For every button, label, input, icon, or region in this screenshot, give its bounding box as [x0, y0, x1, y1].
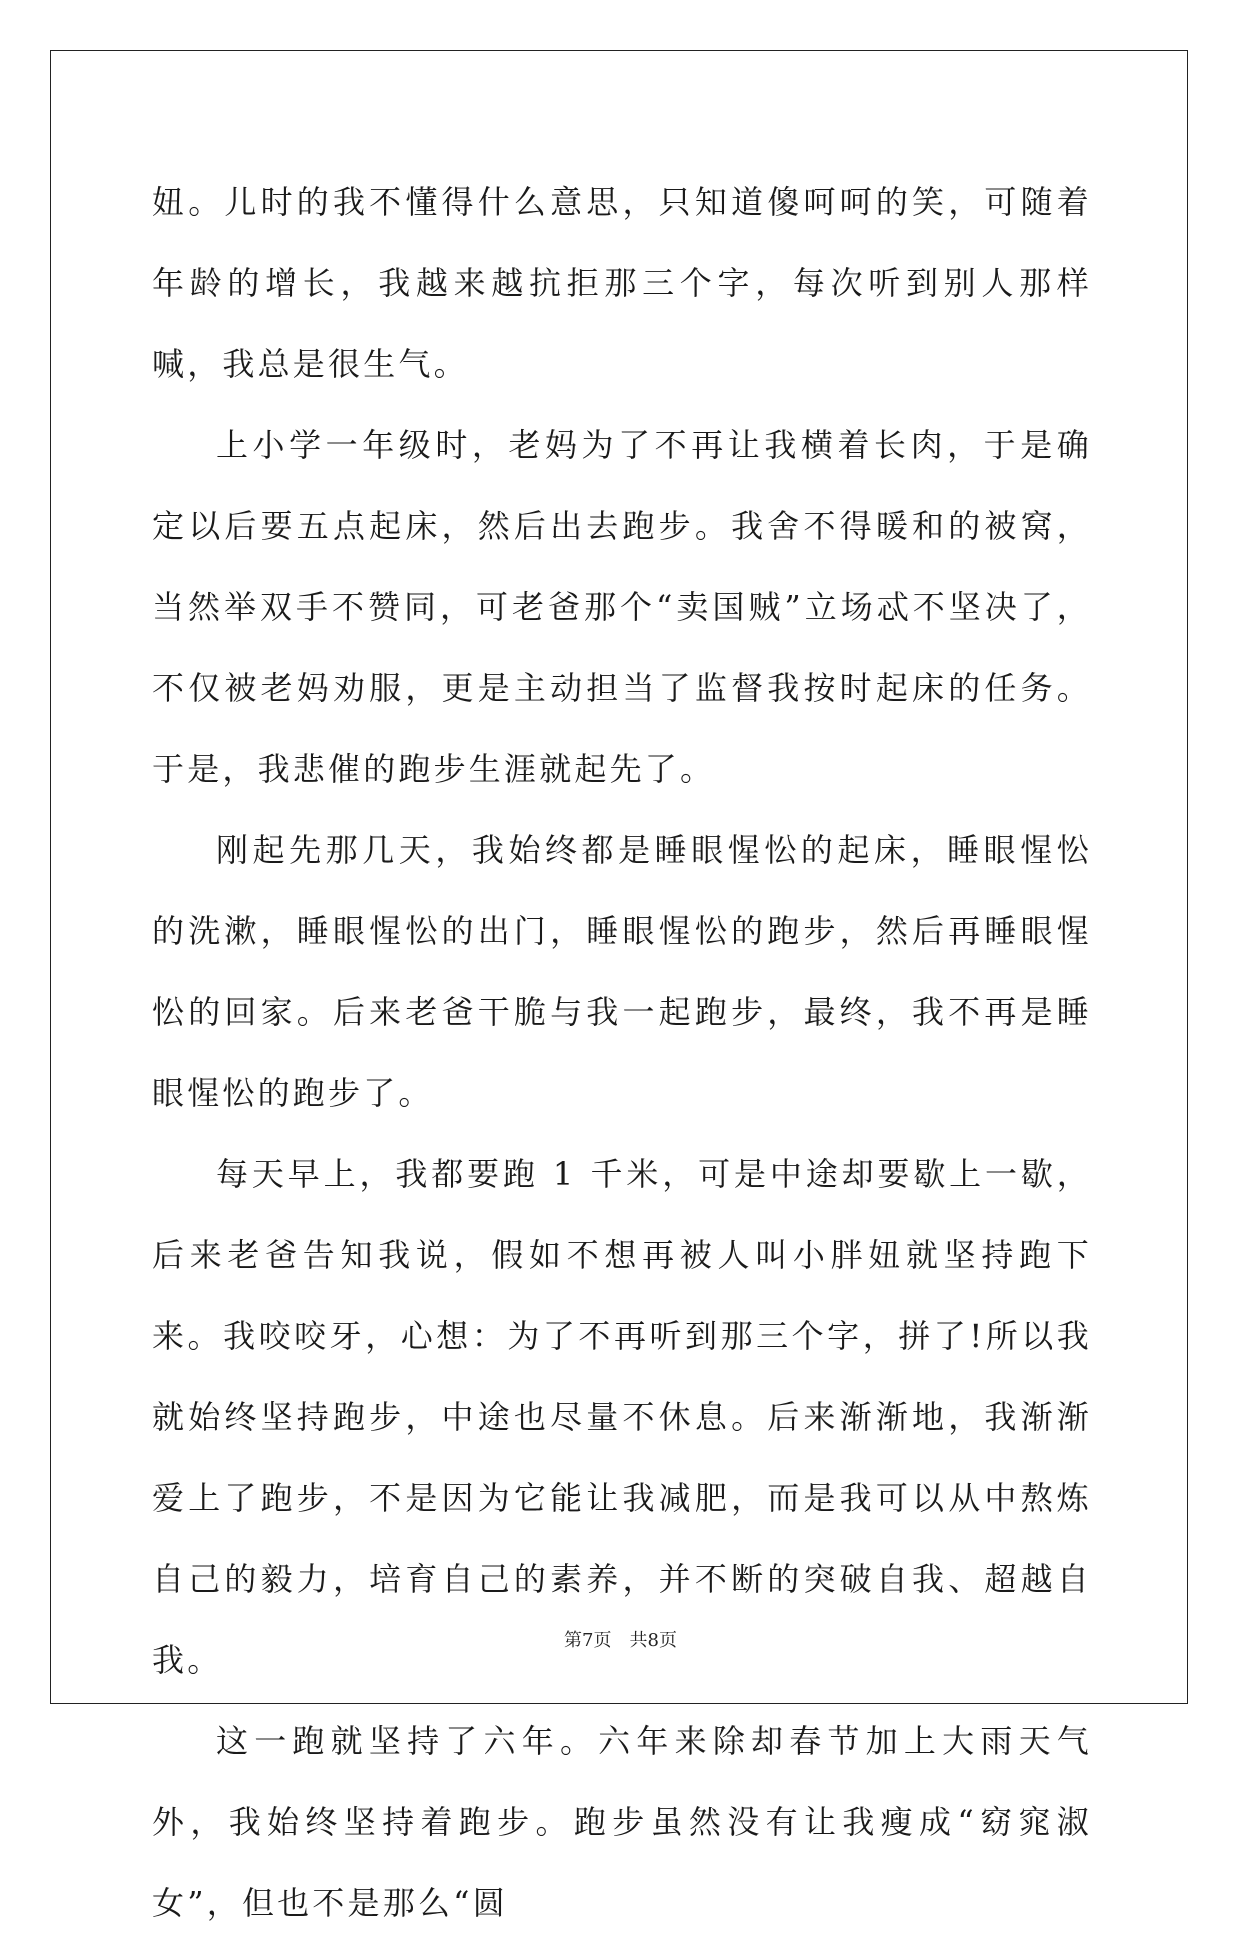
- paragraph-2: 上小学一年级时，老妈为了不再让我横着长肉，于是确定以后要五点起床，然后出去跑步。我舍不得暖和的被窝，当然举双手不赞同，可老爸那个“卖国贼”立场忒不坚决了，不仅被老妈劝服，更是主动担当了监督我按时起床的任务。于是，我悲催的跑步生涯就起先了。: [152, 426, 1092, 788]
- paragraph-4: 每天早上，我都要跑 1 千米，可是中途却要歇上一歇，后来老爸告知我说，假如不想再被人叫小胖妞就坚持跑下来。我咬咬牙，心想：为了不再听到那三个字，拼了!所以我就始终坚持跑步，中途也尽量不休息。后来渐渐地，我渐渐爱上了跑步，不是因为它能让我减肥，而是我可以从中熬炼自己的毅力，培育自己的素养，并不断的突破自我、超越自我。: [152, 1155, 1092, 1679]
- document-body: [152, 162, 1092, 1944]
- paragraph-5: 这一跑就坚持了六年。六年来除却春节加上大雨天气外，我始终坚持着跑步。跑步虽然没有让我瘦成“窈窕淑女”，但也不是那么“圆: [152, 1722, 1092, 1922]
- paragraph-1: 妞。儿时的我不懂得什么意思，只知道傻呵呵的笑，可随着年龄的增长，我越来越抗拒那三个字，每次听到别人那样喊，我总是很生气。: [152, 183, 1092, 383]
- paragraph-3: 刚起先那几天，我始终都是睡眼惺忪的起床，睡眼惺忪的洗漱，睡眼惺忪的出门，睡眼惺忪的跑步，然后再睡眼惺忪的回家。后来老爸干脆与我一起跑步，最终，我不再是睡眼惺忪的跑步了。: [152, 831, 1092, 1112]
- page-total: 共8页: [629, 1630, 677, 1651]
- page-footer: [0, 1629, 1241, 1653]
- page-number: 第7页: [564, 1630, 612, 1651]
